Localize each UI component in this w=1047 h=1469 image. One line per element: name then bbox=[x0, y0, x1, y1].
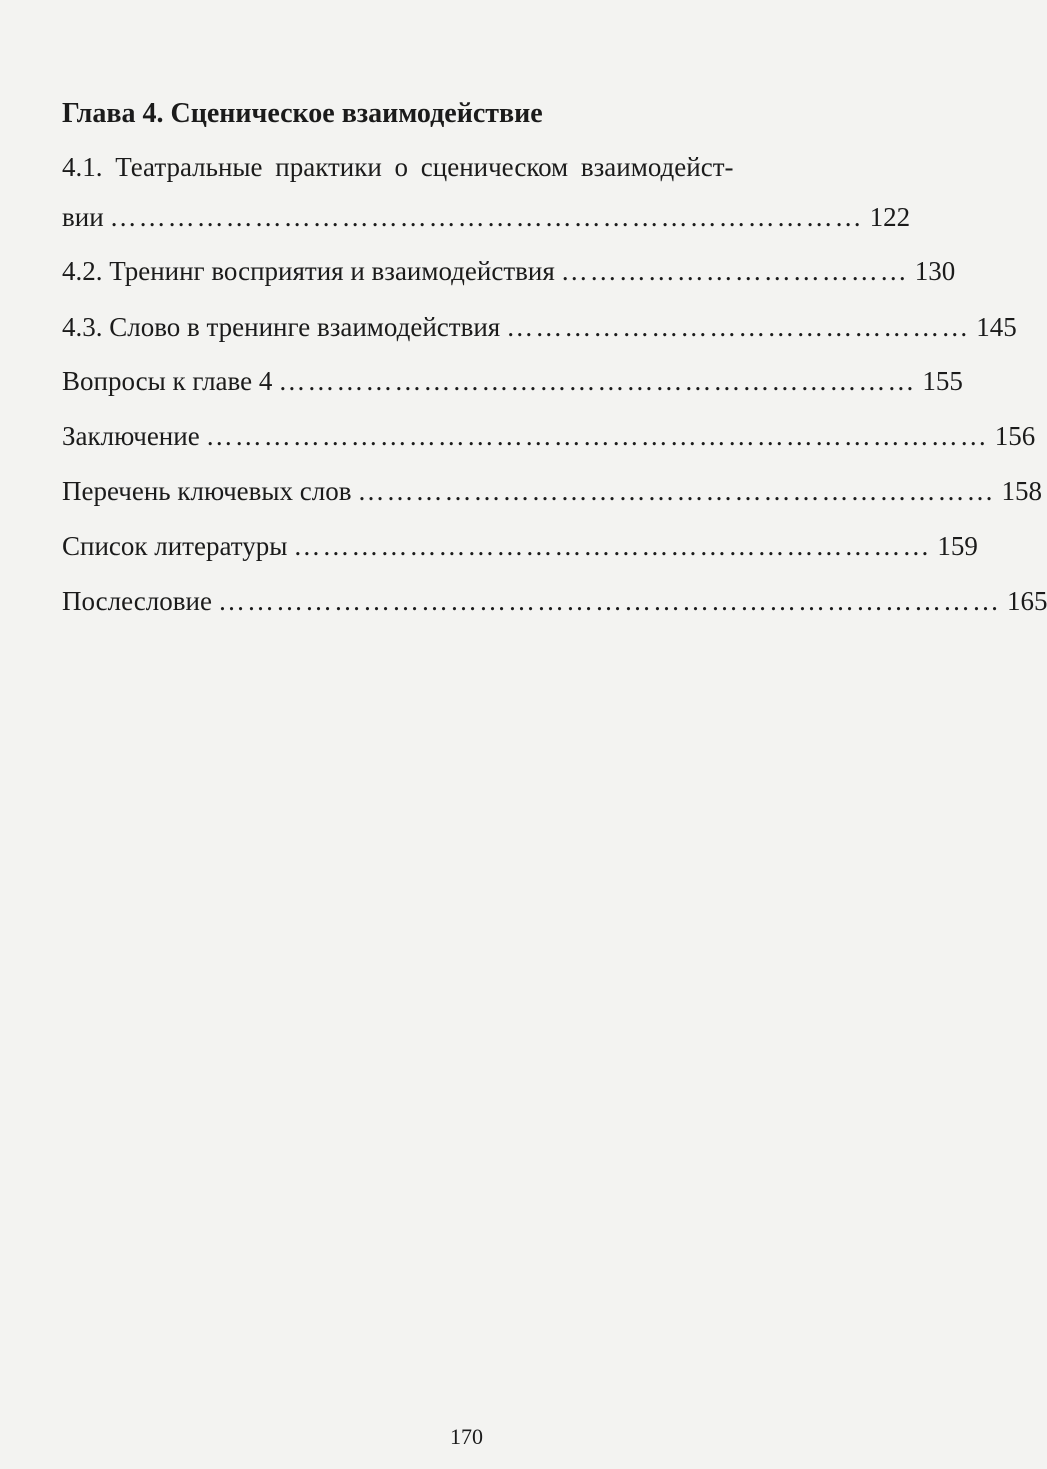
toc-entry-conclusion bbox=[62, 411, 1036, 461]
dot-leader: ……………………………… bbox=[560, 256, 909, 286]
dot-leader: …………………………………………………………………… bbox=[109, 202, 864, 232]
toc-entry-page: 130 bbox=[914, 256, 956, 286]
chapter-heading: Глава 4. Сценическое взаимодействие bbox=[62, 98, 543, 129]
toc-entry-label: вии bbox=[62, 202, 104, 232]
table-of-contents bbox=[62, 88, 1047, 626]
toc-entry-4-2 bbox=[62, 246, 956, 296]
toc-entry-page: 158 bbox=[1001, 476, 1043, 506]
toc-entry-label: Вопросы к главе 4 bbox=[62, 366, 273, 396]
toc-entry-questions bbox=[62, 356, 963, 406]
toc-entry-4-3 bbox=[62, 302, 1017, 352]
toc-entry-page: 122 bbox=[869, 202, 911, 232]
toc-entry-keywords bbox=[62, 466, 1043, 516]
dot-leader: ………………………………………………………… bbox=[357, 476, 996, 506]
toc-entry-page: 165 bbox=[1006, 586, 1047, 616]
toc-entry-label: Заключение bbox=[62, 421, 200, 451]
toc-entry-page: 155 bbox=[922, 366, 963, 396]
dot-leader: ……………………………………………………………………… bbox=[205, 421, 989, 451]
toc-entry-4-1 bbox=[62, 142, 911, 242]
toc-entry-page: 156 bbox=[994, 421, 1036, 451]
toc-entry-label: 4.2. Тренинг восприятия и взаимодействия bbox=[62, 256, 555, 286]
dot-leader: ………………………………………… bbox=[506, 312, 971, 342]
toc-entry-references bbox=[62, 521, 978, 571]
toc-entry-label: Список литературы bbox=[62, 531, 288, 561]
toc-entry-page: 159 bbox=[937, 531, 978, 561]
toc-entry-page: 145 bbox=[976, 312, 1017, 342]
dot-leader: ………………………………………………………… bbox=[293, 531, 932, 561]
toc-entry-label-line1: 4.1. Театральные практики о сценическом взаимодейст- bbox=[62, 152, 734, 182]
page-number: 170 bbox=[450, 1424, 483, 1449]
toc-entry-label: Перечень ключевых слов bbox=[62, 476, 352, 506]
toc-entry-label: 4.3. Слово в тренинге взаимодействия bbox=[62, 312, 501, 342]
toc-entry-label: Послесловие bbox=[62, 586, 212, 616]
dot-leader: ……………………………………………………………………… bbox=[217, 586, 1001, 616]
toc-entry-afterword bbox=[62, 576, 1047, 626]
dot-leader: ………………………………………………………… bbox=[278, 366, 917, 396]
